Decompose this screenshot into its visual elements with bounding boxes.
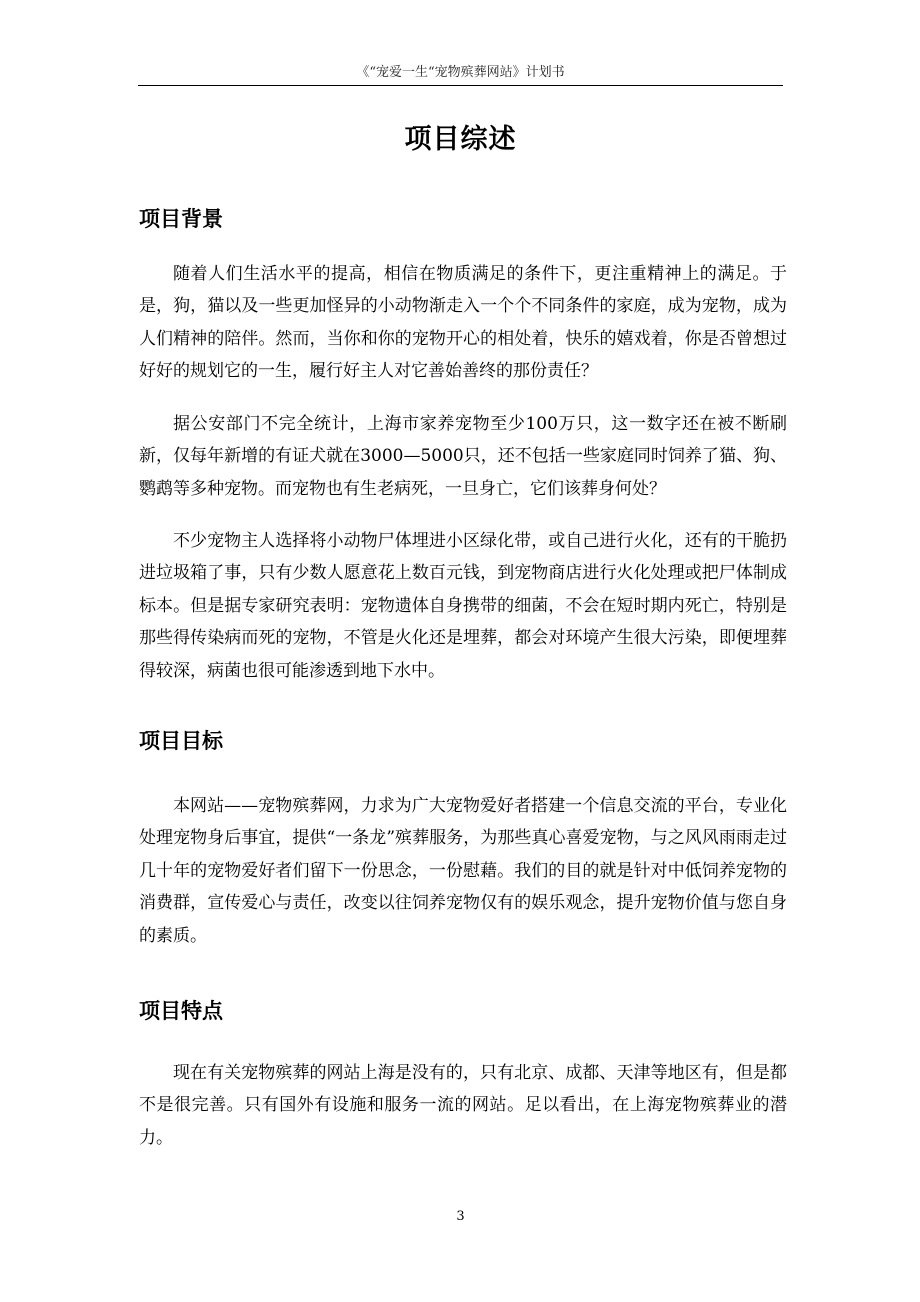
paragraph-goals-1: 本网站——宠物殡葬网，力求为广大宠物爱好者搭建一个信息交流的平台，专业化处理宠物身后事宜，提供“一条龙”殡葬服务，为那些真心喜爱宠物，与之风风雨雨走过几十年的宠物爱好者们留下一份思念，一份慰藉。我们的目的就是针对中低饲养宠物的消费群，宣传爱心与责任，改变以往饲养宠物仅有的娱乐观念，提升宠物价值与您自身的素质。 — [139, 796, 787, 946]
section-heading-goals: 项目目标 — [139, 729, 223, 753]
section-heading-background: 项目背景 — [139, 207, 223, 231]
page-title: 项目综述 — [404, 124, 517, 155]
paragraph-features-1: 现在有关宠物殡葬的网站上海是没有的，只有北京、成都、天津等地区有，但是都不是很完善。只有国外有设施和服务一流的网站。足以看出，在上海宠物殡葬业的潜力。 — [139, 1063, 787, 1148]
paragraph-background-3: 不少宠物主人选择将小动物尸体埋进小区绿化带，或自己进行火化，还有的干脆扔进垃圾箱了事，只有少数人愿意花上数百元钱，到宠物商店进行火化处理或把尸体制成标本。但是据专家研究表明：宠物遗体自身携带的细菌，不会在短时期内死亡，特别是那些得传染病而死的宠物，不管是火化还是埋葬，都会对环境产生很大污染，即便埋葬得较深，病菌也很可能渗透到地下水中。 — [139, 531, 787, 681]
header-rule — [138, 85, 783, 86]
paragraph-background-1: 随着人们生活水平的提高，相信在物质满足的条件下，更注重精神上的满足。于是，狗，猫以及一些更加怪异的小动物渐走入一个个不同条件的家庭，成为宠物，成为人们精神的陪伴。然而，当你和你的宠物开心的相处着，快乐的嬉戏着，你是否曾想过好好的规划它的一生，履行好主人对它善始善终的那份责任？ — [139, 264, 787, 382]
section-heading-features: 项目特点 — [139, 999, 223, 1023]
page-number: 3 — [456, 1209, 465, 1224]
running-header: 《“宠爱一生“宠物殡葬网站》计划书 — [356, 65, 565, 80]
paragraph-background-2: 据公安部门不完全统计，上海市家养宠物至少100万只，这一数字还在被不断刷新，仅每年新增的有证犬就在3000—5000只，还不包括一些家庭同时饲养了猫、狗、鹦鹉等多种宠物。而宠物也有生老病死，一旦身亡，它们该葬身何处？ — [139, 414, 787, 499]
